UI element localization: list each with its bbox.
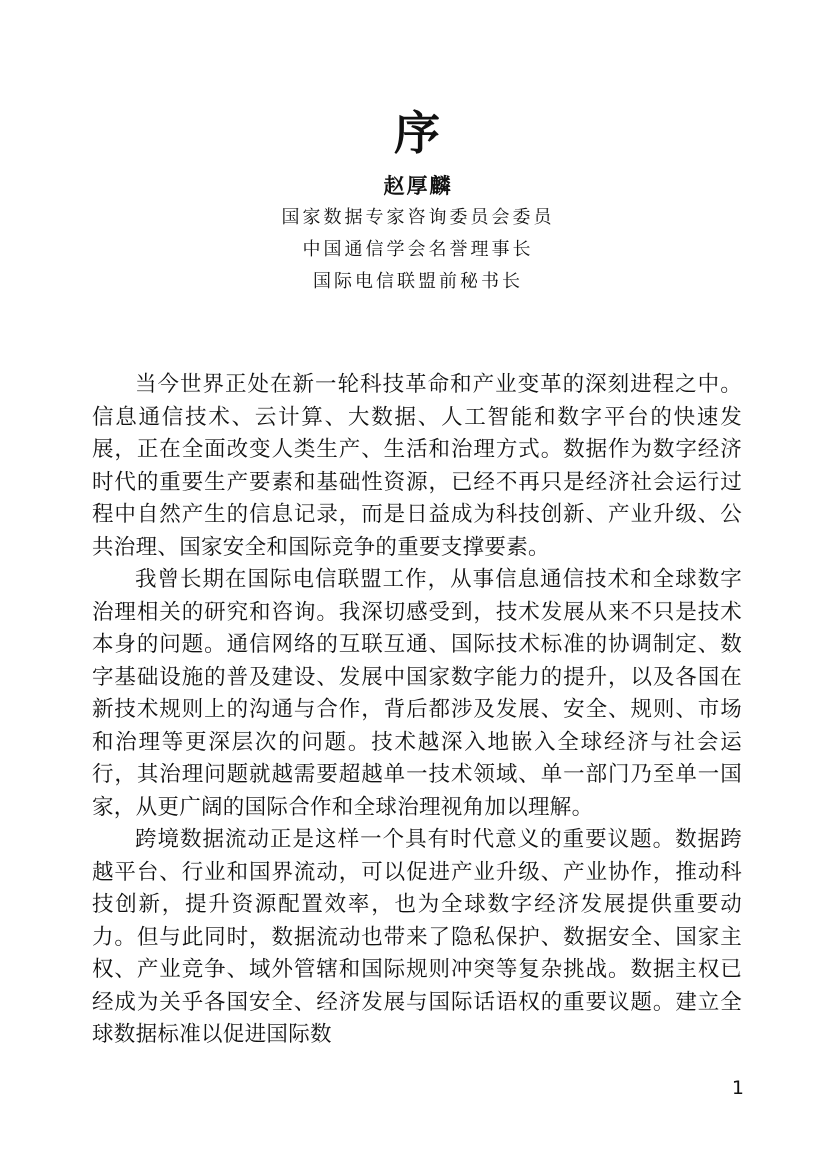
page-number: 1	[731, 1077, 744, 1099]
author-role: 中国通信学会名誉理事长	[302, 239, 534, 260]
paragraph: 跨境数据流动正是这样一个具有时代意义的重要议题。数据跨越平台、行业和国界流动，可以促进产业升级、产业协作，推动科技创新，提升资源配置效率，也为全球数字经济发展提供重要动力。但与此同时，数据流动也带来了隐私保护、数据安全、国家主权、产业竞争、域外管辖和国际规则冲突等复杂挑战。数据主权已经成为关乎各国安全、经济发展与国际话语权的重要议题。建立全球数据标准以促进国际数	[92, 827, 742, 1047]
byline	[0, 170, 836, 298]
body-text	[92, 369, 742, 1052]
author-role: 国家数据专家咨询委员会委员	[281, 207, 555, 228]
page-title: 序	[394, 105, 442, 160]
author-roles	[0, 202, 836, 298]
author-name: 赵厚麟	[383, 173, 453, 198]
paragraph: 当今世界正处在新一轮科技革命和产业变革的深刻进程之中。信息通信技术、云计算、大数据、人工智能和数字平台的快速发展，正在全面改变人类生产、生活和治理方式。数据作为数字经济时代的重要生产要素和基础性资源，已经不再只是经济社会运行过程中自然产生的信息记录，而是日益成为科技创新、产业升级、公共治理、国家安全和国际竞争的重要支撑要素。	[92, 372, 742, 560]
author-role: 国际电信联盟前秘书长	[313, 271, 523, 292]
paragraph: 我曾长期在国际电信联盟工作，从事信息通信技术和全球数字治理相关的研究和咨询。我深切感受到，技术发展从来不只是技术本身的问题。通信网络的互联互通、国际技术标准的协调制定、数字基础设施的普及建设、发展中国家数字能力的提升，以及各国在新技术规则上的沟通与合作，背后都涉及发展、安全、规则、市场和治理等更深层次的问题。技术越深入地嵌入全球经济与社会运行，其治理问题就越需要超越单一技术领域、单一部门乃至单一国家，从更广阔的国际合作和全球治理视角加以理解。	[92, 567, 742, 820]
